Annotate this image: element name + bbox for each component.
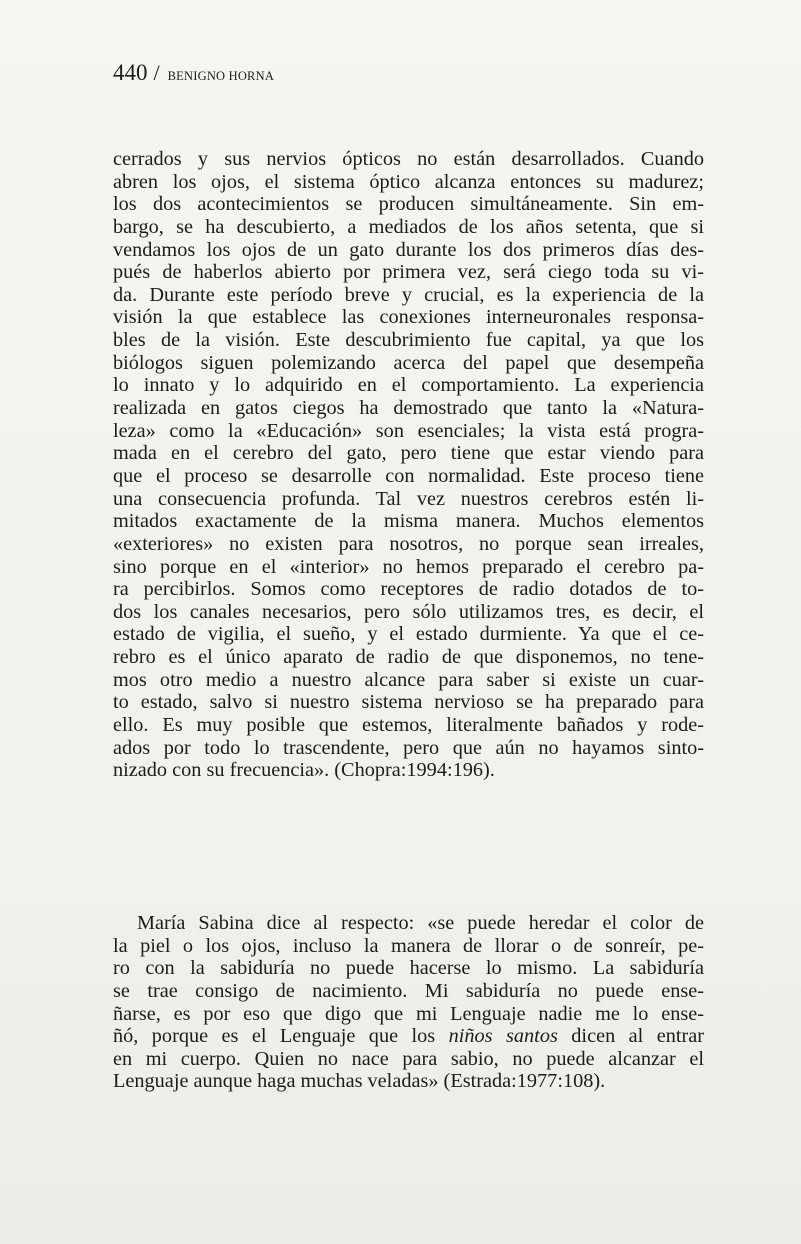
paragraph-1 <box>113 148 704 782</box>
text-line: ello. Es muy posible que estemos, literalmente bañados y rode- <box>113 714 704 737</box>
text-line: biólogos siguen polemizando acerca del papel que desempeña <box>113 351 704 374</box>
text-line: cerrados y sus nervios ópticos no están desarrollados. Cuando <box>113 148 704 170</box>
text-line: visión la que establece las conexiones interneuronales responsa- <box>113 306 704 329</box>
text-segment: dicen al entrar <box>557 1025 704 1048</box>
italic-term: niños santos <box>448 1025 558 1048</box>
text-line: una consecuencia profunda. Tal vez nuestros cerebros estén li- <box>113 487 704 510</box>
text-line: la piel o los ojos, incluso la manera de llorar o de sonreír, pe- <box>113 934 704 957</box>
running-head <box>113 60 274 90</box>
text-line: ro con la sabiduría no puede hacerse lo mismo. La sabiduría <box>113 957 704 980</box>
text-line: bargo, se ha descubierto, a mediados de los años setenta, que si <box>113 215 704 238</box>
text-line: realizada en gatos ciegos ha demostrado que tanto la «Natura- <box>113 397 704 420</box>
text-line: ados por todo lo trascendente, pero que aún no hayamos sinto- <box>113 736 704 759</box>
header-separator: / <box>153 60 160 85</box>
author-name: BENIGNO HORNA <box>167 69 275 83</box>
text-line: se trae consigo de nacimiento. Mi sabiduría no puede ense- <box>113 979 704 1002</box>
paragraph-2 <box>113 912 704 1093</box>
text-line: «exteriores» no existen para nosotros, no porque sean irreales, <box>113 532 704 555</box>
text-line: Lenguaje aunque haga muchas veladas» (Estrada:1977:108). <box>113 1070 606 1093</box>
text-line: vendamos los ojos de un gato durante los dos primeros días des- <box>113 238 704 261</box>
text-line <box>113 1025 704 1048</box>
text-line: mada en el cerebro del gato, pero tiene que estar viendo para <box>113 442 704 465</box>
text-segment: ñó, porque es el Lenguaje que los <box>113 1025 449 1048</box>
text-line: mitados exactamente de la misma manera. Muchos elementos <box>113 510 704 533</box>
text-line: dos los canales necesarios, pero sólo utilizamos tres, es decir, el <box>113 600 704 623</box>
text-line: que el proceso se desarrolle con normalidad. Este proceso tiene <box>113 464 704 487</box>
text-line: nizado con su frecuencia». (Chopra:1994:196). <box>113 759 495 782</box>
text-line: rebro es el único aparato de radio de que disponemos, no tene- <box>113 646 704 669</box>
text-line: estado de vigilia, el sueño, y el estado durmiente. Ya que el ce- <box>113 623 704 646</box>
text-line: abren los ojos, el sistema óptico alcanza entonces su madurez; <box>113 170 704 193</box>
text-line: lo innato y lo adquirido en el comportamiento. La experiencia <box>113 374 704 397</box>
page-number: 440 <box>113 60 148 85</box>
text-line: en mi cuerpo. Quien no nace para sabio, no puede alcanzar el <box>113 1047 704 1070</box>
text-line: mos otro medio a nuestro alcance para saber si existe un cuar- <box>113 668 704 691</box>
text-line: to estado, salvo si nuestro sistema nervioso se ha preparado para <box>113 691 704 714</box>
text-line: bles de la visión. Este descubrimiento fue capital, ya que los <box>113 329 704 352</box>
text-line: los dos acontecimientos se producen simultáneamente. Sin em- <box>113 193 704 216</box>
text-line: ra percibirlos. Somos como receptores de radio dotados de to- <box>113 578 704 601</box>
text-line: ñarse, es por eso que digo que mi Lenguaje nadie me lo ense- <box>113 1002 704 1025</box>
text-line: da. Durante este período breve y crucial, es la experiencia de la <box>113 283 704 306</box>
text-line: sino porque en el «interior» no hemos preparado el cerebro pa- <box>113 555 704 578</box>
text-line: leza» como la «Educación» son esenciales; la vista está progra- <box>113 419 704 442</box>
text-line: María Sabina dice al respecto: «se puede heredar el color de <box>137 912 704 934</box>
text-line: pués de haberlos abierto por primera vez, será ciego toda su vi- <box>113 261 704 284</box>
